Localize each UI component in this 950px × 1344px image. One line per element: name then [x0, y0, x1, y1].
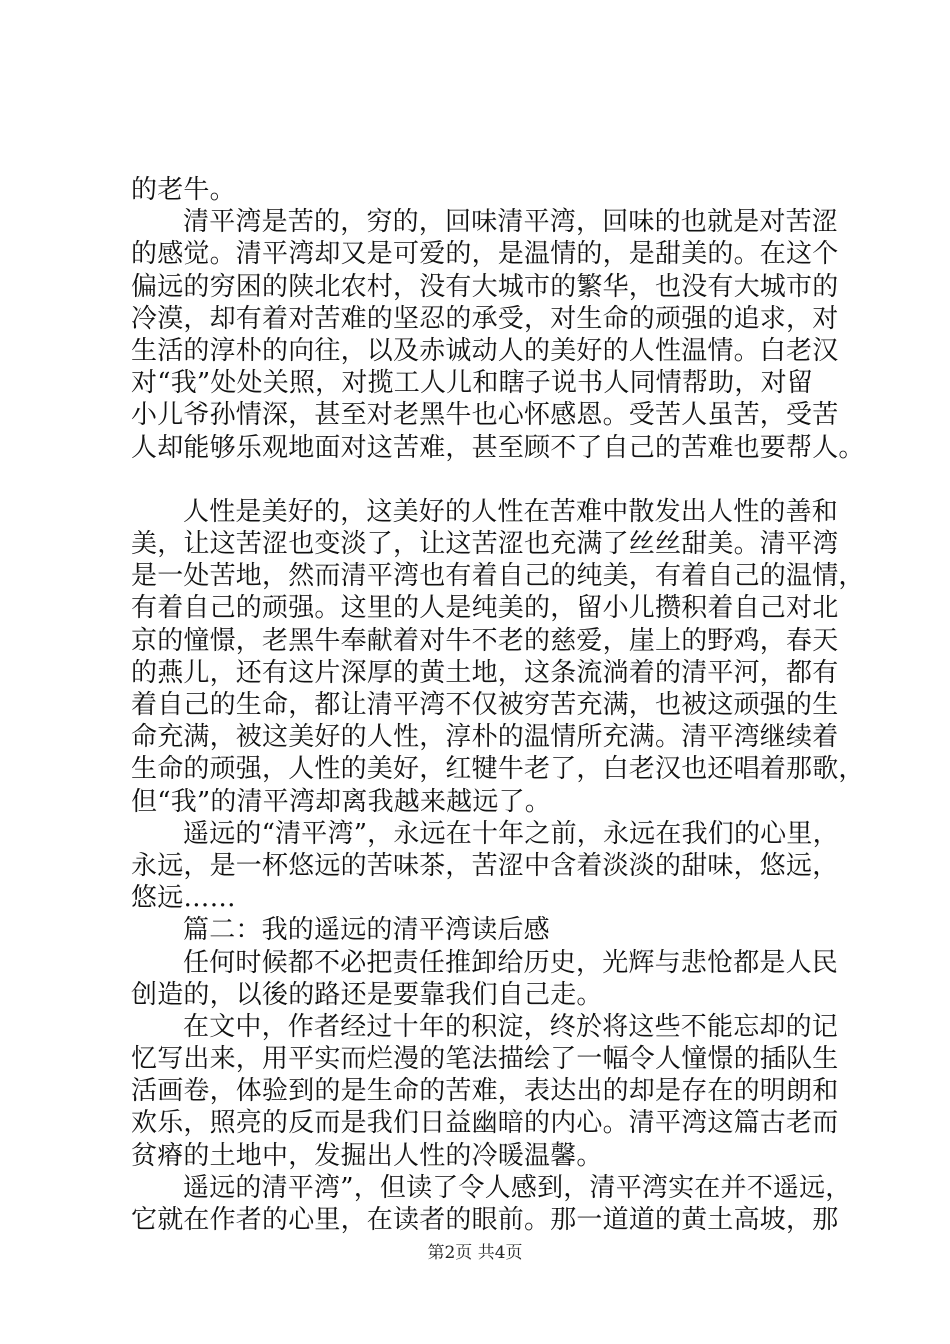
text-line: 贫瘠的土地中，发掘出人性的冷暖温馨。 [131, 1140, 603, 1171]
text-line: 是一处苦地，然而清平湾也有着自己的纯美，有着自己的温情， [131, 561, 865, 592]
section-heading: 篇二：我的遥远的清平湾读后感 [183, 915, 550, 946]
paragraph-start: 遥远的清平湾”，但读了令人感到，清平湾实在并不遥远， [183, 1172, 852, 1203]
page-number-footer: 第2页 共4页 [427, 1243, 523, 1263]
paragraph-start: 人性是美好的，这美好的人性在苦难中散发出人性的善和 [183, 496, 839, 527]
text-line: 生活的淳朴的向往，以及赤诚动人的美好的人性温情。白老汉 [131, 335, 839, 366]
paragraph-start: 任何时候都不必把责任推卸给历史，光辉与悲怆都是人民 [183, 947, 839, 978]
paragraph-start: 清平湾是苦的，穷的，回味清平湾，回味的也就是对苦涩 [183, 207, 839, 238]
text-line: 活画卷，体验到的是生命的苦难，表达出的却是存在的明朗和 [131, 1076, 839, 1107]
text-line: 悠远…… [131, 883, 236, 914]
text-line: 有着自己的顽强。这里的人是纯美的，留小儿攒积着自己对北 [131, 593, 839, 624]
text-line: 对“我”处处关照，对揽工人儿和瞎子说书人同情帮助，对留 [131, 368, 813, 399]
text-line: 人却能够乐观地面对这苦难，甚至顾不了自己的苦难也要帮人。 [131, 432, 865, 463]
text-line: 的燕儿，还有这片深厚的黄土地，这条流淌着的清平河，都有 [131, 657, 839, 688]
text-line: 欢乐，照亮的反而是我们日益幽暗的内心。清平湾这篇古老而 [131, 1108, 839, 1139]
text-line: 美，让这苦涩也变淡了，让这苦涩也充满了丝丝甜美。清平湾 [131, 529, 839, 560]
text-line: 创造的，以後的路还是要靠我们自己走。 [131, 979, 603, 1010]
text-line: 永远，是一杯悠远的苦味茶，苦涩中含着淡淡的甜味，悠远， [131, 850, 839, 881]
body-text [131, 174, 865, 1236]
text-line: 命充满，被这美好的人性，淳朴的温情所充满。清平湾继续着 [131, 722, 839, 753]
text-line: 忆写出来，用平实而烂漫的笔法描绘了一幅令人憧憬的插队生 [131, 1044, 839, 1075]
text-line: 生命的顽强，人性的美好，红犍牛老了，白老汉也还唱着那歌， [131, 754, 865, 785]
text-line: 偏远的穷困的陕北农村，没有大城市的繁华，也没有大城市的 [131, 271, 839, 302]
text-line: 的感觉。清平湾却又是可爱的，是温情的，是甜美的。在这个 [131, 239, 839, 270]
text-line: 但“我”的清平湾却离我越来越远了。 [131, 786, 551, 817]
blank-line [131, 464, 831, 496]
paragraph-start: 遥远的“清平湾”，永远在十年之前，永远在我们的心里， [183, 818, 839, 849]
text-line: 着自己的生命，都让清平湾不仅被穷苦充满，也被这顽强的生 [131, 690, 839, 720]
text-line: 冷漠，却有着对苦难的坚忍的承受，对生命的顽强的追求，对 [131, 303, 839, 334]
text-line: 的老牛。 [131, 175, 236, 205]
text-line: 小儿爷孙情深，甚至对老黑牛也心怀感恩。受苦人虽苦，受苦 [131, 400, 839, 431]
paragraph-start: 在文中，作者经过十年的积淀，终於将这些不能忘却的记 [183, 1011, 839, 1042]
text-line: 它就在作者的心里，在读者的眼前。那一道道的黄土高坡，那 [131, 1205, 839, 1235]
text-line: 京的憧憬，老黑牛奉献着对牛不老的慈爱，崖上的野鸡，春天 [131, 625, 839, 656]
